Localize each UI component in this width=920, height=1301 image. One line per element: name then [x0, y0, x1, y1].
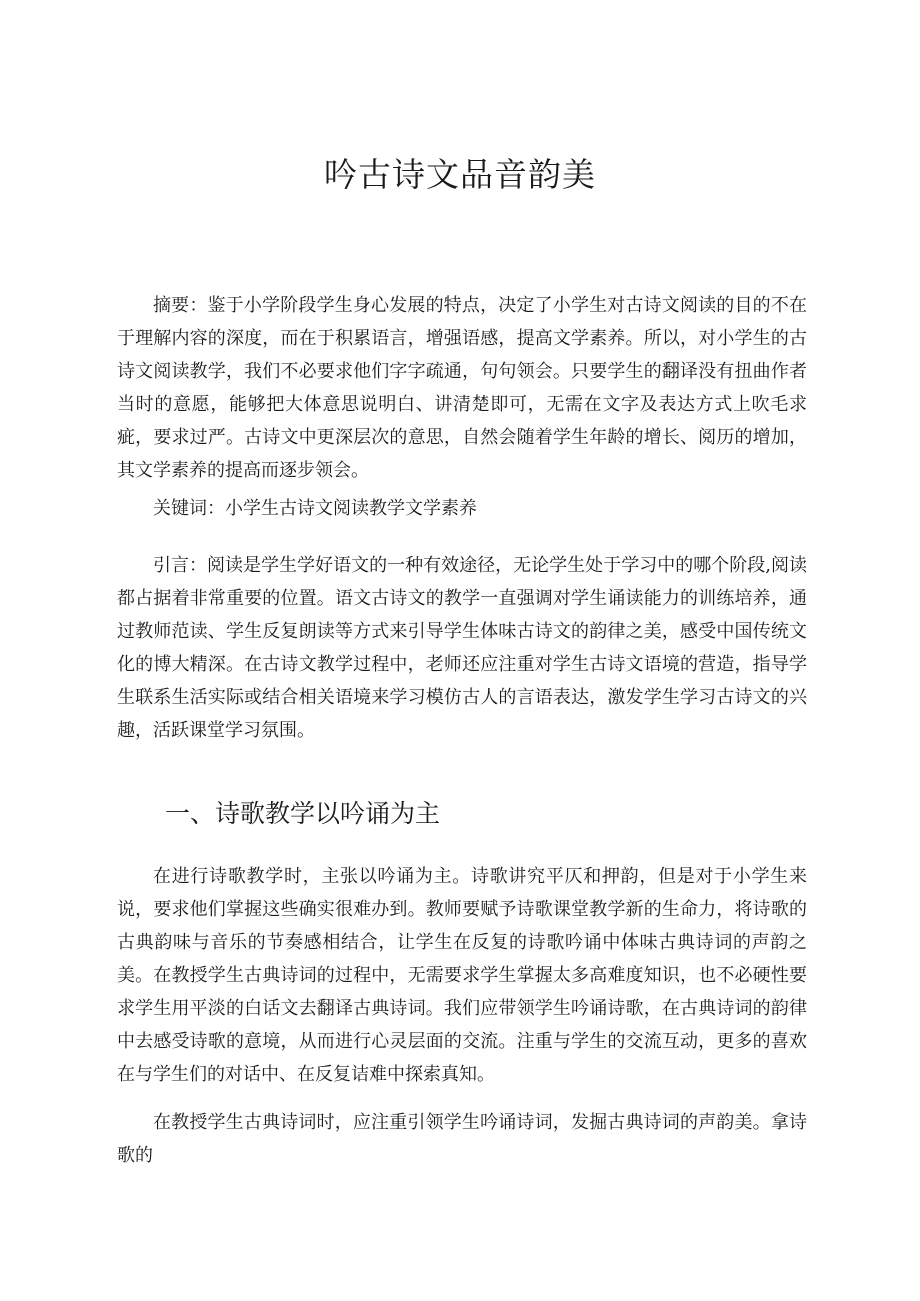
abstract-paragraph: 摘要：鉴于小学阶段学生身心发展的特点，决定了小学生对古诗文阅读的目的不在于理解内容的深度，而在于积累语言，增强语感，提高文学素养。所以，对小学生的古诗文阅读教学，我们不必要求他们字字疏通，句句领会。只要学生的翻译没有扭曲作者当时的意愿，能够把大体意思说明白、讲清楚即可，无需在文字及表达方式上吹毛求疵，要求过严。古诗文中更深层次的意思，自然会随着学生年龄的增长、阅历的增加，其文学素养的提高而逐步领会。	[117, 295, 807, 481]
section-heading: 一、诗歌教学以吟诵为主	[165, 799, 441, 828]
intro-paragraph: 引言：阅读是学生学好语文的一种有效途径，无论学生处于学习中的哪个阶段,阅读都占据着非常重要的位置。语文古诗文的教学一直强调对学生诵读能力的训练培养，通过教师范读、学生反复朗读等方式来引导学生体味古诗文的韵律之美，感受中国传统文化的博大精深。在古诗文教学过程中，老师还应注重对学生古诗文语境的营造，指导学生联系生活实际或结合相关语境来学习模仿古人的言语表达，激发学生学习古诗文的兴趣，活跃课堂学习氛围。	[117, 555, 807, 741]
keywords-paragraph: 关键词：小学生古诗文阅读教学文学素养	[153, 498, 477, 519]
body-paragraph: 在教授学生古典诗词时，应注重引领学生吟诵诗词，发掘古典诗词的声韵美。拿诗歌的	[117, 1112, 807, 1166]
document-title: 吟古诗文品音韵美	[324, 155, 596, 194]
body-paragraph: 在进行诗歌教学时，主张以吟诵为主。诗歌讲究平仄和押韵，但是对于小学生来说，要求他们掌握这些确实很难办到。教师要赋予诗歌课堂教学新的生命力，将诗歌的古典韵味与音乐的节奏感相结合，让学生在反复的诗歌吟诵中体味古典诗词的声韵之美。在教授学生古典诗词的过程中，无需要求学生掌握太多高难度知识，也不必硬性要求学生用平淡的白话文去翻译古典诗词。我们应带领学生吟诵诗歌，在古典诗词的韵律中去感受诗歌的意境，从而进行心灵层面的交流。注重与学生的交流互动，更多的喜欢在与学生们的对话中、在反复诘难中探索真知。	[117, 866, 807, 1085]
